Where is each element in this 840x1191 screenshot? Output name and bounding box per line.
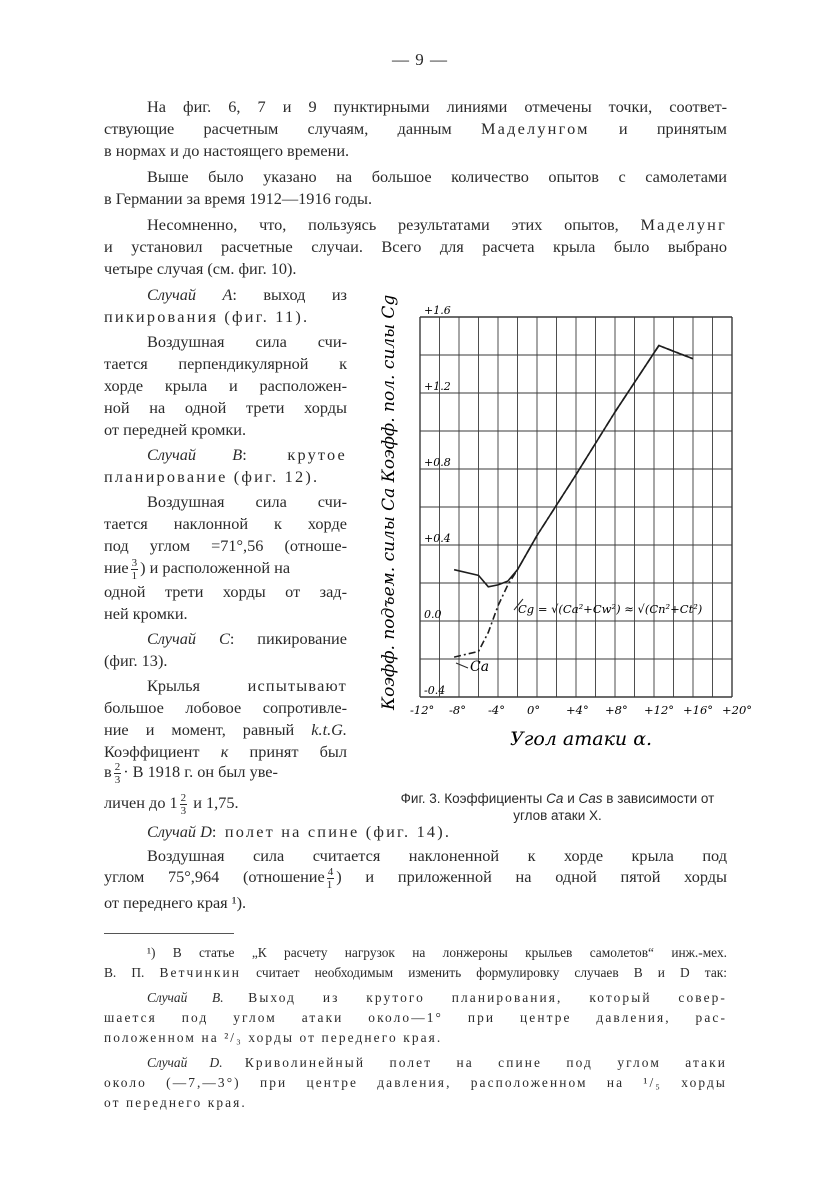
- denominator: 3: [180, 804, 187, 817]
- x-tick-label: -8°: [449, 703, 466, 717]
- text: : выход из: [232, 285, 347, 304]
- text: D: [200, 822, 212, 841]
- page-number: — 9 —: [392, 50, 448, 69]
- y-tick-label: +0.8: [424, 456, 451, 469]
- y-tick-label: -0.4: [424, 684, 446, 697]
- text: около (—7,—3°) при центре давления, расположенном на ¹/₅ хорды: [104, 1075, 727, 1090]
- text: ние: [104, 558, 129, 577]
- y-tick-label: +1.2: [424, 380, 451, 393]
- text: Крылья: [147, 676, 200, 695]
- text: ) и приложенной на одной пятой хорды: [336, 867, 727, 886]
- case-a-heading: [147, 284, 347, 306]
- fraction: [114, 761, 122, 786]
- case-line: [104, 862, 727, 892]
- text: пикирования (фиг. 11).: [104, 307, 310, 326]
- text: Случай: [147, 822, 197, 841]
- case-line: [104, 419, 347, 441]
- ca-leader-line: [456, 663, 468, 668]
- text: В. П.: [104, 965, 145, 980]
- formula-label: Cg = √(Ca²+Cw²) ≈ √(Cn²+Ct²): [518, 602, 703, 616]
- case-line: [104, 375, 347, 397]
- y-axis-label: Коэфф. подъем. силы Ca Коэфф. пол. силы Cg: [379, 294, 399, 710]
- case-line: [104, 719, 347, 741]
- text: (фиг. 13).: [104, 651, 168, 670]
- footnote-line: [104, 1008, 727, 1029]
- text: Случай B.: [147, 990, 224, 1005]
- text: Криволинейный полет на спине под углом атаки: [244, 1055, 727, 1070]
- case-line: [104, 603, 347, 625]
- y-tick-label: +1.6: [424, 304, 451, 317]
- text: от передней кромки.: [104, 420, 247, 439]
- text: : крутое: [242, 445, 347, 464]
- case-line: [147, 675, 347, 697]
- denominator: 1: [131, 569, 138, 582]
- paragraph-line: [147, 96, 727, 118]
- x-tick-label: +20°: [722, 703, 753, 717]
- text: ствующие расчетным случаям, данным: [104, 119, 452, 138]
- text: в Германии за время 1912—1916 годы.: [104, 189, 373, 208]
- text: B: [232, 445, 243, 464]
- case-line: [104, 650, 347, 672]
- text: Воздушная сила счи-: [147, 332, 347, 351]
- chart-grid: [420, 317, 732, 697]
- paragraph-line: [147, 214, 727, 236]
- case-line: [104, 697, 347, 719]
- case-line: [104, 757, 347, 787]
- case-line: [104, 892, 727, 914]
- text: углом 75°,964 (отношение: [104, 867, 325, 886]
- author-name: Ветчинкин: [159, 965, 242, 980]
- text: положенном на ²/₃ хорды от переднего края.: [104, 1030, 443, 1045]
- text: : полет на спине (фиг. 14).: [211, 822, 452, 841]
- text: Cas: [578, 791, 603, 806]
- case-line: [104, 513, 347, 535]
- text: шается под углом атаки около—1° при центре давления, рас-: [104, 1010, 727, 1025]
- text: от переднего края ¹).: [104, 893, 247, 912]
- text: принят был: [249, 742, 347, 761]
- text: в зависимости от: [606, 791, 715, 806]
- footnote-line: [104, 1028, 727, 1049]
- text: ) и расположенной на: [140, 558, 291, 577]
- y-tick-label: +0.4: [424, 532, 451, 545]
- fraction: [131, 557, 139, 582]
- author-name: Маделунгом: [481, 119, 590, 138]
- text: хорде крыла и расположен-: [104, 376, 347, 395]
- text: A: [222, 285, 233, 304]
- numerator: 2: [180, 791, 187, 804]
- text: считает необходимым изменить формулировку случаев B и D так:: [256, 965, 727, 980]
- numerator: 4: [327, 865, 334, 878]
- case-line: [104, 397, 347, 419]
- x-tick-label: +12°: [644, 703, 675, 717]
- text: Ca: [546, 791, 564, 806]
- text: одной трети хорды от зад-: [104, 582, 347, 601]
- text: тается перпендикулярной к: [104, 354, 347, 373]
- text: и установил расчетные случаи. Всего для расчета крыла было выбрано: [104, 237, 727, 256]
- text: Случай D.: [147, 1055, 223, 1070]
- numerator: 2: [114, 760, 121, 773]
- x-tick-label: 0°: [527, 703, 541, 717]
- case-line: [104, 466, 347, 488]
- text: · В 1918 г. он был уве-: [123, 762, 278, 781]
- text: : пикирование: [229, 629, 347, 648]
- text: Воздушная сила считается наклоненной к хорде крыла под: [147, 846, 727, 865]
- paragraph-line: [104, 140, 727, 162]
- case-line: [104, 306, 347, 328]
- text: Коэффициент: [104, 742, 200, 761]
- text: Случай: [147, 285, 197, 304]
- paragraph-line: [104, 188, 727, 210]
- formula: k.t.G.: [311, 720, 347, 739]
- denominator: 3: [114, 773, 121, 786]
- text: Воздушная сила счи-: [147, 492, 347, 511]
- text: тается наклонной к хорде: [104, 514, 347, 533]
- text: На фиг. 6, 7 и 9 пунктирными линиями отмечены точки, соответ-: [147, 97, 727, 116]
- x-tick-label: +4°: [566, 703, 589, 717]
- case-line: [147, 331, 347, 353]
- paragraph-line: [104, 118, 727, 140]
- text: ¹) В статье „К расчету нагрузок на лонжероны крыльев самолетов“ инж.-мех.: [147, 945, 727, 960]
- lift-coefficient-chart: [360, 280, 760, 770]
- text: личен до 1: [104, 793, 178, 812]
- footnote-line: [147, 943, 727, 964]
- text: в: [104, 762, 112, 781]
- x-tick-label: -4°: [488, 703, 505, 717]
- footnote-line: [104, 1073, 727, 1094]
- text: к: [220, 742, 229, 761]
- footnote-line: [147, 1053, 727, 1074]
- text: Случай: [147, 629, 197, 648]
- text: Выход из крутого планирования, который совер-: [248, 990, 727, 1005]
- case-line: [104, 353, 347, 375]
- text: ной на одной трети хорды: [104, 398, 347, 417]
- text: и: [567, 791, 575, 806]
- text: Фиг. 3. Коэффициенты: [400, 791, 543, 806]
- figure-caption: [365, 790, 750, 824]
- text: Выше было указано на большое количество опытов с самолетами: [147, 167, 727, 186]
- text: в нормах и до настоящего времени.: [104, 141, 350, 160]
- footnote-line: [104, 1093, 727, 1114]
- fraction: [327, 866, 335, 891]
- case-b-heading: [147, 444, 347, 466]
- x-tick-label: -12°: [410, 703, 435, 717]
- x-tick-label: +16°: [683, 703, 714, 717]
- footnote-line: [104, 963, 727, 984]
- numerator: 3: [131, 556, 138, 569]
- footnote-line: [147, 988, 727, 1009]
- text: планирование (фиг. 12).: [104, 467, 320, 486]
- chart-ticks: [410, 304, 752, 717]
- text: большое лобовое сопротивле-: [104, 698, 347, 717]
- y-tick-label: 0.0: [424, 608, 442, 621]
- text: четыре случая (см. фиг. 10).: [104, 259, 297, 278]
- text: Случай: [147, 445, 197, 464]
- denominator: 1: [326, 878, 333, 891]
- x-axis-label: Угол атаки α.: [510, 728, 653, 750]
- paragraph-line: [104, 258, 727, 280]
- fraction: [180, 792, 188, 817]
- text: и 1,75.: [193, 793, 239, 812]
- text: ней кромки.: [104, 604, 188, 623]
- text: Несомненно, что, пользуясь результатами этих опытов,: [147, 215, 619, 234]
- text: и принятым: [618, 119, 727, 138]
- text: под углом =71°,56 (отноше-: [104, 536, 347, 555]
- x-tick-label: +8°: [605, 703, 628, 717]
- ca-curve-label: Ca: [470, 659, 490, 675]
- paragraph-line: [147, 166, 727, 188]
- case-c-heading: [147, 628, 347, 650]
- text: C: [218, 629, 230, 648]
- paragraph-line: [104, 236, 727, 258]
- case-line: [104, 553, 347, 583]
- case-line: [104, 788, 347, 818]
- text: от переднего края.: [104, 1095, 247, 1110]
- caption-line: углов атаки X.: [513, 808, 602, 823]
- footnote-divider: [104, 933, 234, 934]
- text: испытывают: [247, 676, 347, 695]
- author-name: Маделунг: [640, 215, 727, 234]
- case-line: [104, 581, 347, 603]
- case-line: [147, 491, 347, 513]
- caption-line: [365, 790, 750, 807]
- text: ние и момент, равный: [104, 720, 295, 739]
- series-line-cg: [454, 346, 693, 587]
- case-d-heading: [147, 821, 727, 843]
